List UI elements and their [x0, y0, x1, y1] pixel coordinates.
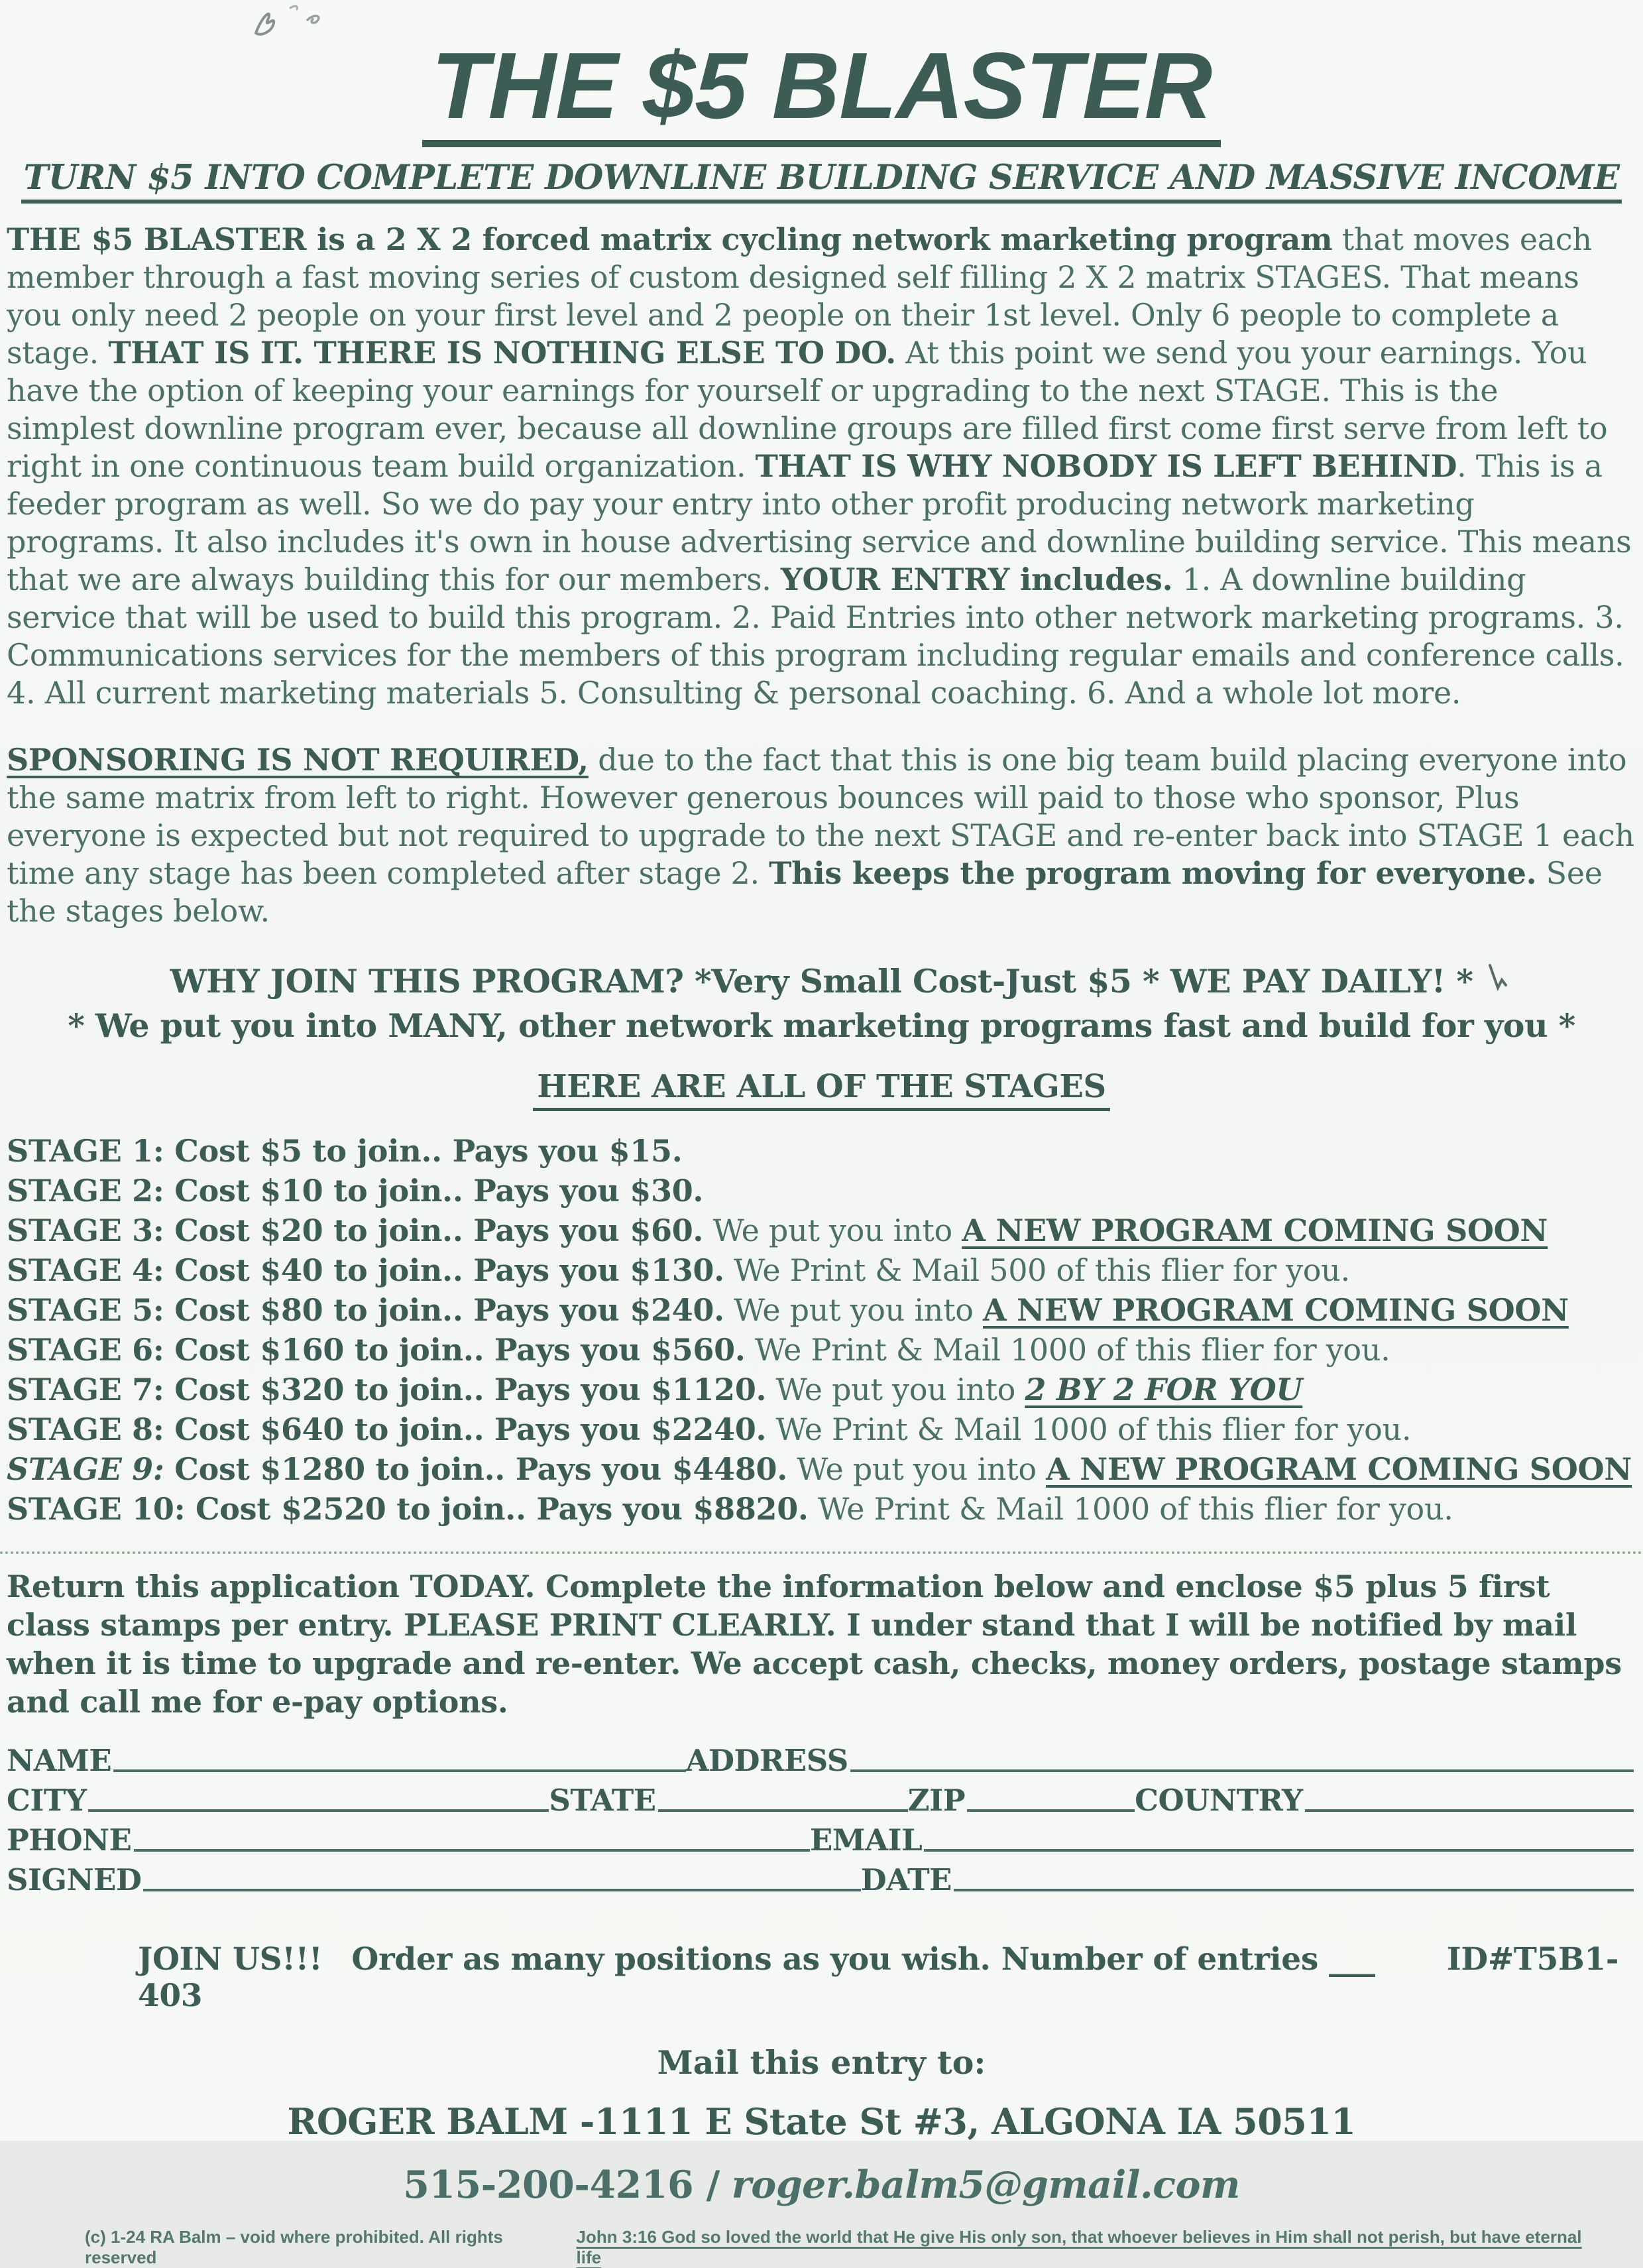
text-run: See the stages below.	[7, 855, 1603, 929]
text-run: STAGE 7: Cost $320 to join.. Pays you $1120.	[7, 1372, 767, 1408]
join-us-label: JOIN US!!!	[138, 1941, 323, 1978]
form-row-name-address	[7, 1738, 1634, 1778]
date-label: DATE	[860, 1862, 952, 1898]
text-run: SPONSORING IS NOT REQUIRED,	[7, 742, 589, 778]
pencil-scribble-icon	[244, 3, 330, 49]
text-run: We Print & Mail 1000 of this flier for you.	[808, 1491, 1453, 1527]
text-run: STAGE 4: Cost $40 to join.. Pays you $130.	[7, 1252, 724, 1289]
footer	[0, 2227, 1643, 2268]
text-run: A NEW PROGRAM COMING SOON	[962, 1213, 1548, 1249]
city-blank-line	[88, 1805, 549, 1812]
text-run: YOUR ENTRY includes.	[780, 562, 1173, 598]
page-title: THE $5 BLASTER	[422, 33, 1221, 147]
order-entries-text: Order as many positions as you wish. Number of entries ___	[351, 1941, 1375, 1978]
email-label: EMAIL	[810, 1822, 923, 1858]
text-run: STAGE 8: Cost $640 to join.. Pays you $2240.	[7, 1411, 767, 1448]
zip-blank-line	[967, 1805, 1135, 1812]
text-run: STAGE 1: Cost $5 to join.. Pays you $15.	[7, 1133, 683, 1169]
text-run: We put you into	[703, 1213, 962, 1249]
phone-blank-line	[134, 1845, 811, 1852]
text-run: due to the fact that this is one big team build placing everyone into the same matrix from left to right. However generous bounces will paid to those who sponsor, Plus everyone is expected but not required to upgrade to the next STAGE and re-enter back into STAGE 1 each time any stage has been completed after stage 2.	[7, 742, 1634, 892]
copyright-text: (c) 1-24 RA Balm – void where prohibited. All rights reserved	[85, 2227, 503, 2268]
intro-paragraph	[0, 221, 1643, 712]
bible-verse-text: John 3:16 God so loved the world that He give His only son, that whoever believes in Him shall not perish, but have eternal life	[576, 2227, 1582, 2268]
join-us-line	[0, 1941, 1643, 2014]
text-run: . This is a feeder program as well. So we do pay your entry into other profit producing network marketing programs. It also includes it's own in house advertising service and downline building service. This means that we are always building this for our members.	[7, 448, 1632, 598]
text-run: STAGE 3: Cost $20 to join.. Pays you $60.	[7, 1213, 704, 1249]
stage-line-3	[7, 1211, 1636, 1250]
text-run: STAGE 5: Cost $80 to join.. Pays you $240.	[7, 1292, 724, 1329]
form-row-phone-email	[7, 1818, 1634, 1858]
state-blank-line	[658, 1805, 908, 1812]
text-run: We put you into	[787, 1451, 1047, 1488]
why-join-line-2: * We put you into MANY, other network marketing programs fast and build for you *	[68, 1006, 1575, 1045]
date-blank-line	[954, 1885, 1634, 1891]
country-label: COUNTRY	[1135, 1783, 1303, 1819]
signed-label: SIGNED	[7, 1862, 142, 1898]
text-run: We put you into	[766, 1372, 1025, 1408]
stage-line-5	[7, 1290, 1636, 1330]
text-run: THAT IS WHY NOBODY IS LEFT BEHIND	[755, 448, 1457, 485]
application-instructions	[0, 1567, 1643, 1721]
mail-heading: Mail this entry to:	[657, 2043, 986, 2082]
stage-line-10	[7, 1489, 1636, 1529]
text-run: that moves each member through a fast moving series of custom designed self filling 2 X 2 matrix STAGES. That means you only need 2 people on your first level and 2 people on their 1st level. Only 6 people to complete a stage.	[7, 221, 1592, 371]
text-run: Cost $1280 to join.. Pays you $4480.	[164, 1451, 787, 1488]
email-address: roger.balm5@gmail.com	[731, 2163, 1240, 2208]
country-blank-line	[1305, 1805, 1634, 1812]
text-run: Return this application TODAY. Complete the information below and enclose $5 plus 5 first class stamps per entry. PLEASE PRINT CLEARLY. I under stand that I will be notified by mail when it is time to upgrade and re-enter. We accept cash, checks, money orders, postage stamps and call me for e-pay options.	[7, 1569, 1622, 1720]
form-row-signed-date	[7, 1858, 1634, 1897]
text-run: THAT IS IT. THERE IS NOTHING ELSE TO DO.	[108, 335, 896, 371]
city-label: CITY	[7, 1783, 87, 1819]
stage-line-9	[7, 1449, 1636, 1489]
name-label: NAME	[7, 1743, 112, 1779]
text-run: This keeps the program moving for everyone.	[769, 855, 1537, 892]
state-label: STATE	[549, 1783, 656, 1819]
form-row-city-state-zip-country	[7, 1778, 1634, 1818]
text-run: At this point we send you your earnings. You have the option of keeping your earnings for yourself or upgrading to the next STAGE. This is the simplest downline program ever, because all downline groups are filled first come first serve from left to right in one continuous team build organization.	[7, 335, 1608, 485]
ink-mark-icon	[1486, 963, 1508, 997]
text-run: STAGE 10: Cost $2520 to join.. Pays you $8820.	[7, 1491, 809, 1527]
stage-line-6	[7, 1330, 1636, 1370]
stage-line-7	[7, 1370, 1636, 1409]
zip-label: ZIP	[907, 1783, 966, 1819]
stage-line-4	[7, 1250, 1636, 1290]
mail-address: ROGER BALM -1111 E State St #3, ALGONA IA 50511	[287, 2100, 1356, 2143]
stages-heading-wrap	[0, 1068, 1643, 1111]
stage-line-1	[7, 1131, 1636, 1171]
text-run: We put you into	[724, 1292, 983, 1329]
entry-form	[0, 1738, 1643, 1897]
text-run: A NEW PROGRAM COMING SOON	[1046, 1451, 1632, 1488]
text-run: 1. A downline building service that will be used to build this program. 2. Paid Entries into other network marketing programs. 3. Communications services for the members of this program including regular emails and conference calls. 4. All current marketing materials 5. Consulting & personal coaching. 6. And a whole lot more.	[7, 562, 1624, 711]
phone-label: PHONE	[7, 1822, 132, 1858]
stage-line-2	[7, 1171, 1636, 1211]
text-run: We Print & Mail 1000 of this flier for you.	[745, 1332, 1390, 1368]
stages-heading: HERE ARE ALL OF THE STAGES	[533, 1068, 1109, 1111]
email-blank-line	[924, 1845, 1634, 1852]
contact-line	[0, 2163, 1643, 2207]
text-run: STAGE 9:	[7, 1451, 164, 1488]
why-join-block	[0, 959, 1643, 1048]
page-subtitle: TURN $5 INTO COMPLETE DOWNLINE BUILDING SERVICE AND MASSIVE INCOME	[21, 158, 1622, 204]
why-join-line-1: WHY JOIN THIS PROGRAM? *Very Small Cost-Just $5 * WE PAY DAILY! *	[170, 962, 1473, 1001]
text-run: We Print & Mail 1000 of this flier for you.	[766, 1411, 1412, 1448]
dotted-divider	[0, 1551, 1643, 1554]
text-run: A NEW PROGRAM COMING SOON	[982, 1292, 1569, 1329]
text-run: THE $5 BLASTER is a 2 X 2 forced matrix cycling network marketing program	[7, 221, 1333, 258]
member-id: ID#T5B1-403	[138, 1941, 1619, 2015]
phone-number: 515-200-4216 /	[403, 2163, 720, 2208]
text-run: We Print & Mail 500 of this flier for you.	[724, 1252, 1350, 1289]
sponsoring-paragraph	[0, 741, 1643, 930]
signed-blank-line	[143, 1885, 860, 1891]
text-run: STAGE 2: Cost $10 to join.. Pays you $30.	[7, 1173, 704, 1209]
subheader	[0, 158, 1643, 204]
name-blank-line	[113, 1765, 685, 1772]
stage-line-8	[7, 1409, 1636, 1449]
address-blank-line	[850, 1765, 1634, 1772]
text-run: STAGE 6: Cost $160 to join.. Pays you $560.	[7, 1332, 746, 1368]
text-run: 2 BY 2 FOR YOU	[1025, 1372, 1303, 1408]
stages-list	[0, 1131, 1643, 1529]
address-label: ADDRESS	[685, 1743, 848, 1779]
